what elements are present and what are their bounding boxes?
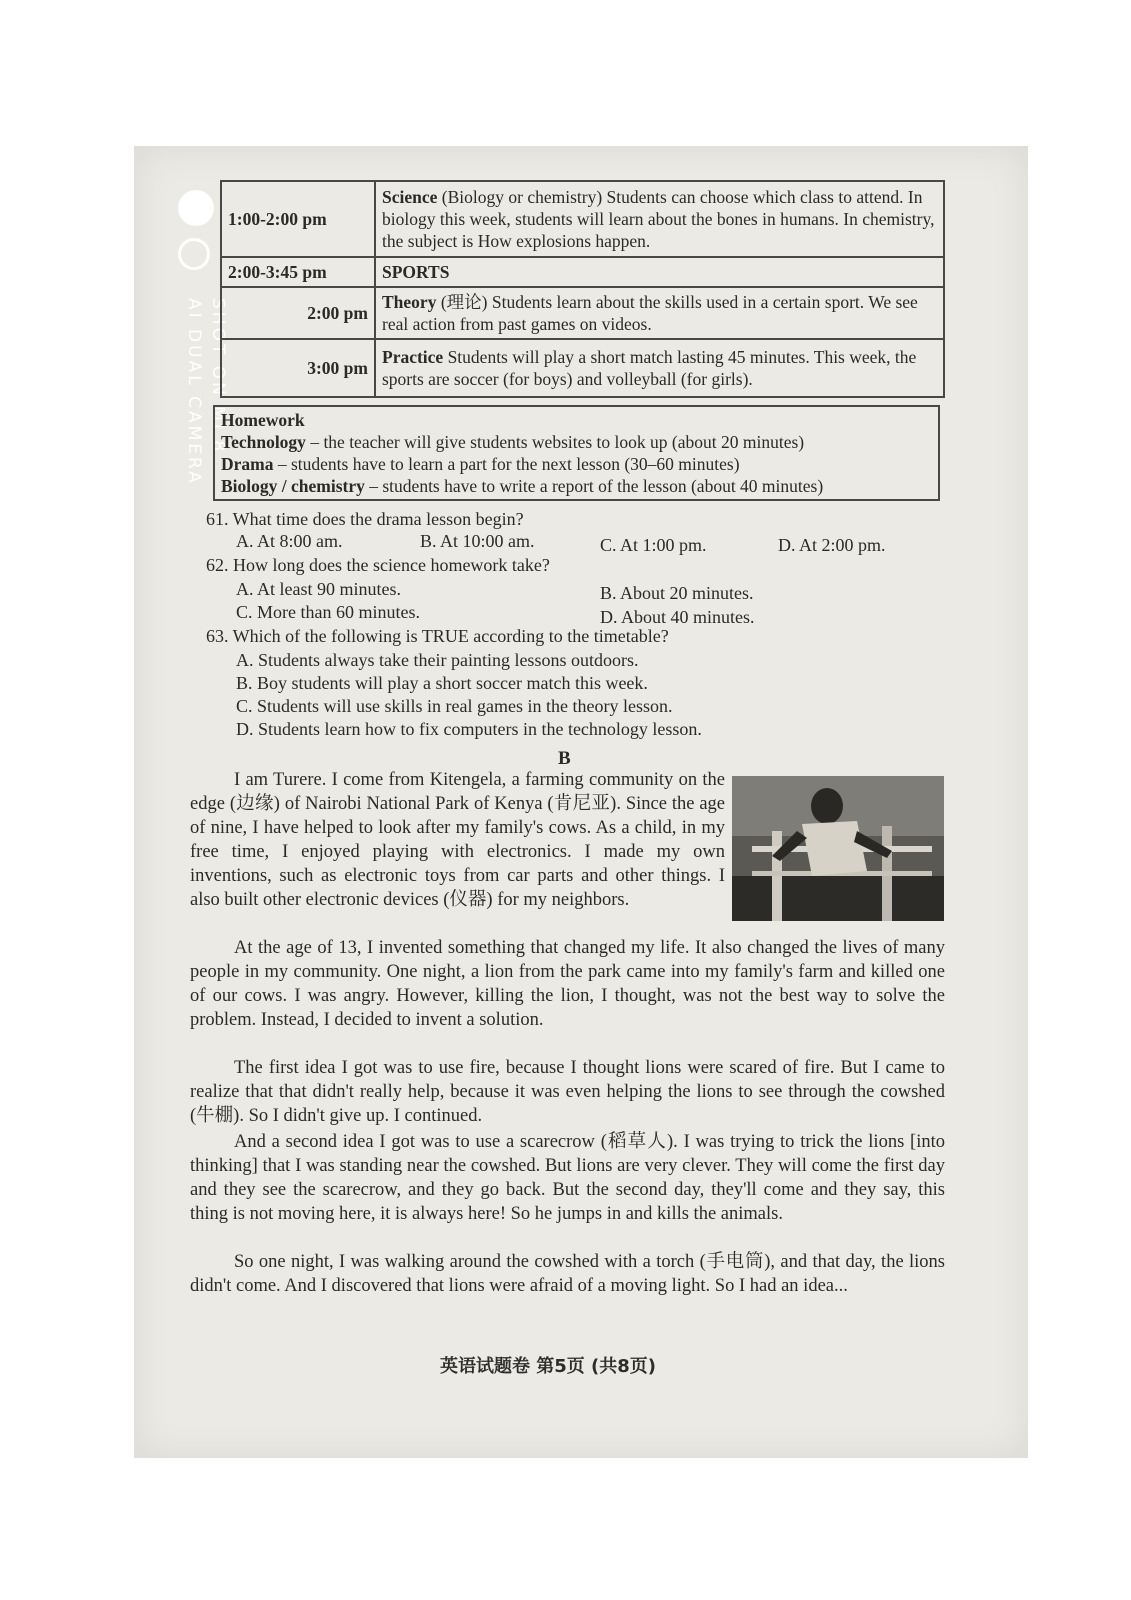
subject-title: SPORTS [382,262,450,282]
question-62-option-d: D. About 40 minutes. [600,607,755,627]
question-61-stem: 61. What time does the drama lesson begin? [206,509,524,529]
boy-on-fence-photo [732,776,944,921]
subject-title: Science [382,187,438,207]
homework-heading-text: Homework [221,410,305,430]
question-62-stem: 62. How long does the science homework take? [206,555,550,575]
question-62-option-c: C. More than 60 minutes. [236,602,420,622]
time-cell: 1:00-2:00 pm [221,181,375,257]
homework-subject: Biology / chemistry [221,476,365,496]
homework-box [213,405,940,501]
table-row [221,257,944,287]
subject-cell [375,339,944,397]
section-b-heading: B [558,748,571,769]
subject-cell [375,287,944,339]
watermark-dot-icon [178,190,214,226]
homework-item [221,475,932,497]
homework-text: – students have to learn a part for the next lesson (30–60 minutes) [273,454,740,474]
paragraph-2: At the age of 13, I invented something that changed my life. It also changed the lives of many people in my community. One night, a lion from the park came into my family's farm and killed one of our cows. I was angry. However, killing the lion, I thought, was not the best way to solve the problem. Instead, I decided to invent a solution. [190,938,945,1030]
subject-desc: (理论) Students learn about the skills used in a certain sport. We see real action from past games on videos. [382,292,918,334]
watermark-line-1: SHOT ON MI 8 [208,298,228,455]
paragraph-3: The first idea I got was to use fire, because I thought lions were scared of fire. But I came to realize that that didn't really help, because it was even helping the lions to see through the cowshed (牛棚). So I didn't give up. I continued. [190,1058,945,1126]
homework-subject: Technology [221,432,306,452]
watermark-ring-icon [178,238,210,270]
subject-title: Practice [382,347,444,367]
question-61-option-d: D. At 2:00 pm. [778,535,886,555]
question-63-option-a: A. Students always take their painting lessons outdoors. [236,650,639,670]
homework-item [221,453,932,475]
time-cell: 2:00-3:45 pm [221,257,375,287]
watermark-line-2: AI DUAL CAMERA [184,298,204,486]
table-row [221,287,944,339]
question-62-option-a: A. At least 90 minutes. [236,579,401,599]
subject-desc: Students will play a short match lasting 45 minutes. This week, the sports are soccer (for boys) and volleyball (for girls). [382,347,917,389]
question-61-option-b: B. At 10:00 am. [420,531,535,551]
homework-subject: Drama [221,454,274,474]
subject-title: Theory [382,292,437,312]
time-cell: 2:00 pm [221,287,375,339]
time-cell: 3:00 pm [221,339,375,397]
question-62-option-b: B. About 20 minutes. [600,583,754,603]
question-63-option-d: D. Students learn how to fix computers in the technology lesson. [236,719,702,739]
question-63-option-b: B. Boy students will play a short soccer match this week. [236,673,648,693]
table-row [221,339,944,397]
subject-cell [375,181,944,257]
paragraph-5: So one night, I was walking around the cowshed with a torch (手电筒), and that day, the lions didn't come. And I discovered that lions were afraid of a moving light. So I had an idea... [190,1252,945,1296]
timetable [220,180,945,398]
page-footer: 英语试题卷 第5页 (共8页) [440,1356,657,1377]
homework-text: – the teacher will give students websites to look up (about 20 minutes) [305,432,805,452]
question-61-option-c: C. At 1:00 pm. [600,535,707,555]
paragraph-1: I am Turere. I come from Kitengela, a farming community on the edge (边缘) of Nairobi National Park of Kenya (肯尼亚). Since the age of nine, I have helped to look after my family's cows. As a child, in my free time, I enjoyed playing with electronics. I made my own inventions, such as electronic toys from car parts and other things. I also built other electronic devices (仪器) for my neighbors. [190,770,725,910]
paragraph-4: And a second idea I got was to use a scarecrow (稻草人). I was trying to trick the lions [into thinking] that I was standing near the cowshed. But lions are very clever. They will come the first day and they see the scarecrow, and they go back. But the second day, they'll come and they say, this thing is not moving here, it is always here! So he jumps in and kills the animals. [190,1132,945,1224]
question-63-stem: 63. Which of the following is TRUE according to the timetable? [206,626,669,646]
homework-text: – students have to write a report of the lesson (about 40 minutes) [364,476,824,496]
homework-heading [221,409,932,431]
question-61-option-a: A. At 8:00 am. [236,531,343,551]
subject-cell [375,257,944,287]
homework-item [221,431,932,453]
question-63-option-c: C. Students will use skills in real games in the theory lesson. [236,696,673,716]
table-row [221,181,944,257]
subject-desc: (Biology or chemistry) Students can choose which class to attend. In biology this week, students will learn about the bones in humans. In chemistry, the subject is How explosions happen. [382,187,935,251]
photo-illustration [732,776,944,921]
